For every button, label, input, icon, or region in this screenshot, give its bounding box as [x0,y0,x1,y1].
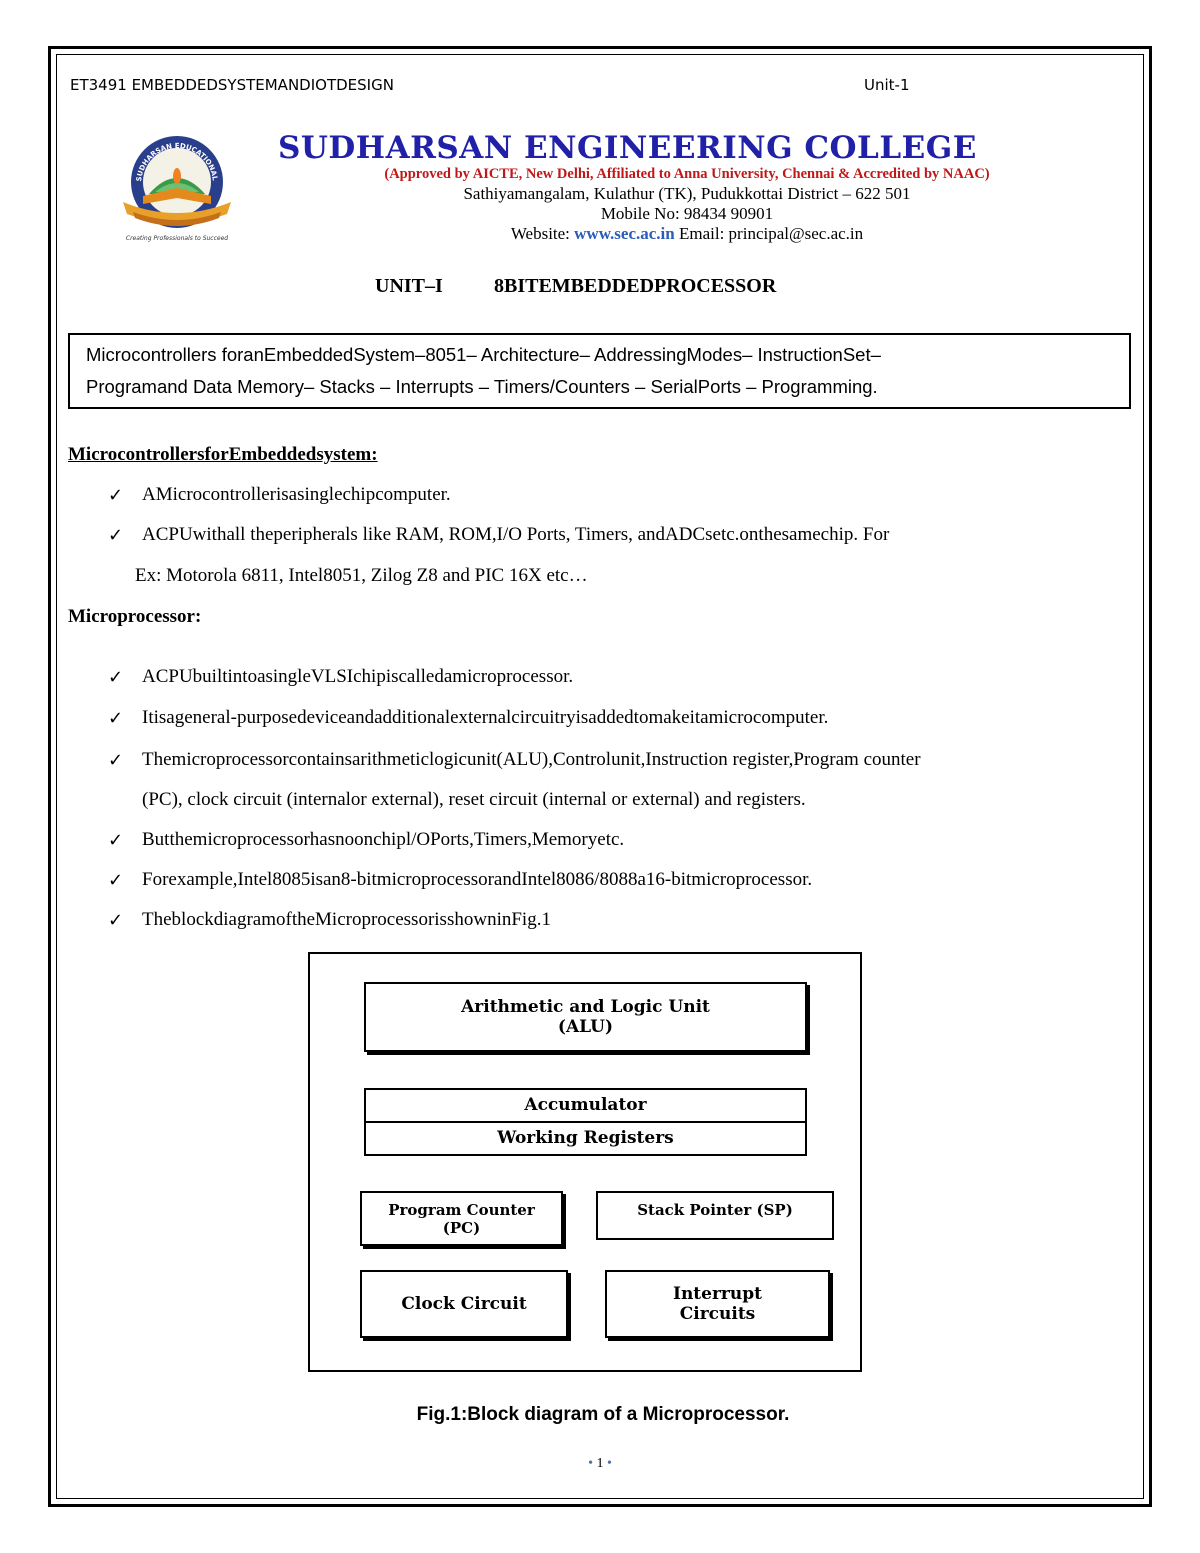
mp-bullet: ACPUbuiltintoasingleVLSIchipiscalledamicroprocessor. [142,666,574,687]
dot-icon: • [603,1456,612,1471]
mc-bullet-continuation: Ex: Motorola 6811, Intel8051, Zilog Z8 and PIC 16X etc… [135,565,588,586]
website-label: Website: [510,224,570,243]
alu-label: Arithmetic and Logic Unit [461,996,710,1017]
clock-circuit-label: Clock Circuit [401,1293,527,1314]
college-address: Sathiyamangalam, Kulathur (TK), Pudukkottai District – 622 501 [463,184,911,203]
page-number [575,1456,625,1472]
check-icon: ✓ [108,910,124,931]
microprocessor-heading: Microprocessor: [68,606,202,627]
check-icon: ✓ [108,525,124,546]
stack-pointer-block [596,1191,834,1240]
mc-bullet: ACPUwithall theperipherals like RAM, ROM,I/O Ports, Timers, andADCsetc.onthesamechip. For [142,524,890,545]
figure-caption: Fig.1:Block diagram of a Microprocessor. [416,1404,790,1425]
college-mobile: Mobile No: 98434 90901 [600,204,774,223]
website-link[interactable]: www.sec.ac.in [574,224,675,243]
mp-bullet-continuation: (PC), clock circuit (internalor external), reset circuit (internal or external) and registers. [142,789,806,810]
working-registers-block [364,1121,807,1156]
circuits-label: Circuits [679,1304,756,1324]
check-icon: ✓ [108,750,124,771]
microprocessor-block-diagram [308,952,862,1372]
mp-bullet: Forexample,Intel8085isan8-bitmicroprocessorandIntel8086/8088a16-bitmicroprocessor. [142,869,813,890]
alu-abbrev: (ALU) [557,1017,614,1037]
syllabus-line-1: Microcontrollers foranEmbeddedSystem–8051– Architecture– AddressingModes– InstructionSet– [86,344,881,365]
interrupt-label: Interrupt [673,1283,762,1304]
accumulator-label: Accumulator [524,1095,647,1116]
mp-bullet: Themicroprocessorcontainsarithmeticlogicunit(ALU),Controlunit,Instruction register,Program counter [142,749,921,770]
mp-bullet: TheblockdiagramoftheMicroprocessorisshowninFig.1 [142,909,551,930]
college-approval: (Approved by AICTE, New Delhi, Affiliated to Anna University, Chennai & Accredited by NAAC) [384,166,990,182]
dot-icon: • [588,1456,597,1471]
mp-bullet: Butthemicroprocessorhasnoonchipl/OPorts,Timers,Memoryetc. [142,829,625,850]
alu-block [364,982,807,1052]
working-registers-label: Working Registers [497,1128,674,1149]
check-icon: ✓ [108,830,124,851]
stack-pointer-label: Stack Pointer (SP) [637,1201,793,1219]
college-email: Email: principal@sec.ac.in [678,224,864,243]
college-contact [278,224,1096,244]
clock-circuit-block [360,1270,568,1338]
syllabus-line-2: Programand Data Memory– Stacks – Interrupts – Timers/Counters – SerialPorts – Programming. [86,376,878,397]
program-counter-abbrev: (PC) [442,1218,481,1237]
check-icon: ✓ [108,667,124,688]
college-name: SUDHARSAN ENGINEERING COLLEGE [278,130,977,166]
program-counter-block [360,1191,563,1246]
interrupt-circuits-block [605,1270,830,1338]
page-number-value: 1 [596,1456,604,1471]
accumulator-block [364,1088,807,1123]
college-logo [103,132,251,244]
mp-bullet: Itisageneral-purposedeviceandadditionalexternalcircuitryisaddedtomakeitamicrocomputer. [142,707,829,728]
unit-title: 8BITEMBEDDEDPROCESSOR [494,275,777,297]
unit-label: Unit-1 [864,76,910,94]
course-code: ET3491 EMBEDDEDSYSTEMANDIOTDESIGN [70,76,394,94]
unit-number: UNIT–I [375,275,443,297]
check-icon: ✓ [108,485,124,506]
microcontrollers-heading: MicrocontrollersforEmbeddedsystem: [68,444,378,465]
program-counter-label: Program Counter [388,1200,535,1219]
check-icon: ✓ [108,870,124,891]
svg-text:Creating Professionals to Succ: Creating Professionals to Succeed [125,235,229,242]
svg-text:SUDHARSAN EDUCATIONAL TRUST: SUDHARSAN EDUCATIONAL [135,141,219,183]
check-icon: ✓ [108,708,124,729]
mc-bullet: AMicrocontrollerisasinglechipcomputer. [142,484,451,505]
